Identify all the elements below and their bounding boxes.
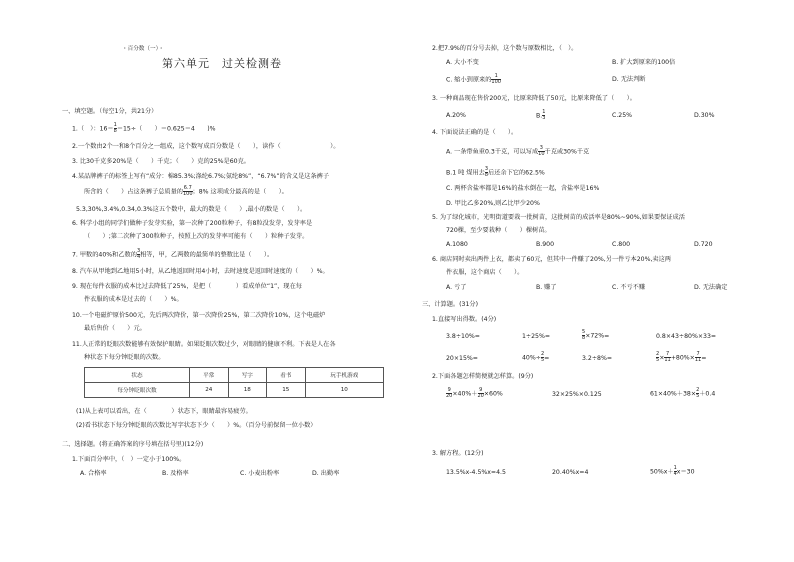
question-6-line2: （ ）;第二次种了300粒种子，按照上次的发芽率可能有（ ）粒种子发芽。 bbox=[84, 233, 309, 240]
calc-item: 3.2÷8%= bbox=[582, 355, 613, 362]
question-9-line1: 9. 现在每件衣服的成本比过去降低了25%，是把（ ）看成单位“1”，现在每 bbox=[72, 283, 302, 290]
table-cell: 15 bbox=[267, 383, 306, 398]
blink-table bbox=[84, 367, 384, 398]
question-8: 8. 汽车从甲地到乙地用5小时，从乙地返回时用4小时，去时速度是返回时速度的（ ）%。 bbox=[72, 268, 329, 275]
choice-1-option-b: B. 及格率 bbox=[162, 470, 189, 477]
choice-4-option-b: B.1 吨 煤用去 $\frac{3}{8}$ 后还余下它的62.5% bbox=[446, 166, 545, 178]
equation-1: 13.5%x-4.5%x=4.5 bbox=[446, 469, 506, 476]
calc-part-3: 3. 解方程。(12分) bbox=[432, 450, 484, 457]
choice-5-option-b: B.900 bbox=[536, 241, 555, 248]
calc-item: $\frac{5}{8}$ ×72%= bbox=[582, 329, 610, 341]
calc-item: 0.8×43÷80%×33= bbox=[656, 333, 717, 340]
question-4-line1: 4.某品牌裤子的标签上写有“成分：棉85.3%;涤纶6.7%;氨纶8%”，“6.7%”的含义是这条裤子 bbox=[72, 173, 330, 180]
choice-3-option-d: D.30% bbox=[694, 112, 715, 119]
question-7: 7. 甲数的40%和乙数的 $\frac{3}{4}$ 相等，甲，乙两数的最简单的整数比是（ ）。 bbox=[72, 248, 274, 260]
unit-tag: ・百分数（一）・ bbox=[122, 46, 164, 52]
choice-2-option-c: C. 缩小到原来的 $\frac{1}{100}$ bbox=[446, 73, 501, 85]
question-1: 1.（ ）：16＝ $\frac{1}{8}$ ＝15÷（ ）＝0.625＝4 )% bbox=[72, 122, 216, 134]
calc-item: 1÷25%= bbox=[522, 333, 551, 340]
calc-part-2: 2.下面各题怎样简便就怎样算。(9分) bbox=[432, 373, 534, 380]
choice-4-option-d: D. 甲比乙多20%,则乙比甲少20% bbox=[446, 200, 540, 207]
choice-6-option-d: D. 无法确定 bbox=[694, 284, 728, 291]
choice-1: 1.下面百分率中，（ ）一定小于100%。 bbox=[72, 456, 186, 463]
choice-5-option-d: D.720 bbox=[694, 241, 713, 248]
question-9-line2: 件衣服的成本是过去的（ ）%。 bbox=[84, 296, 183, 303]
choice-5-line1: 5. 为了绿化城市，光明街道要栽一批树苗，这批树苗的成活率是80%~90%,如果要保证成活 bbox=[432, 214, 685, 221]
choice-1-option-a: A. 合格率 bbox=[80, 470, 107, 477]
calc-item: 3.8÷10%= bbox=[446, 333, 480, 340]
table-header-cell: 平常 bbox=[190, 368, 229, 383]
table-header-row bbox=[85, 368, 384, 383]
table-header-cell: 看书 bbox=[267, 368, 306, 383]
choice-6-option-a: A. 亏了 bbox=[446, 284, 467, 291]
choice-2-option-a: A. 大小不变 bbox=[446, 59, 479, 66]
choice-3-option-c: C.25% bbox=[612, 112, 633, 119]
question-10-line1: 10.一个电磁炉原价500元，先后两次降价，第一次降价25%，第二次降价10%，这个电磁炉 bbox=[72, 312, 326, 319]
choice-6-option-b: B. 赚了 bbox=[536, 284, 557, 291]
choice-6-line1: 6. 商店同时卖出两件上衣，都卖了60元，但其中一件赚了20%,另一件亏本20%,卖这两 bbox=[432, 256, 671, 263]
question-11-sub1: (1)从上表可以看出，在（ ）状态下，眼睛最容易疲劳。 bbox=[76, 408, 252, 415]
calc-item: $\frac{2}{5}$ × $\frac{7}{11}$ +80%× $\frac{7}{11}$ = bbox=[656, 351, 707, 363]
choice-5-option-c: C.800 bbox=[612, 241, 631, 248]
page-title: 第六单元 过关检测卷 bbox=[162, 57, 282, 70]
choice-3: 3. 一种商品现在售价200元，比原来降低了50元，比原来降低了（ ）。 bbox=[432, 95, 636, 102]
question-4-line2: 所含的（ ）占这条裤子总质量的 $\frac{6.7}{100}$ ；8% 这项成分最高的是（ ）。 bbox=[84, 185, 288, 197]
question-10-line2: 最后售价（ ）元。 bbox=[84, 325, 146, 332]
table-cell: 10 bbox=[305, 383, 383, 398]
choice-1-option-c: C. 小麦出粉率 bbox=[240, 470, 280, 477]
choice-6-option-c: C. 不亏不赚 bbox=[612, 284, 646, 291]
choice-3-option-a: A.20% bbox=[446, 112, 466, 119]
table-header-cell: 写字 bbox=[228, 368, 267, 383]
equation-3: 50%x＋ $\frac{1}{4}$ x＝30 bbox=[650, 465, 695, 477]
table-row-label: 每分钟眨眼次数 bbox=[85, 383, 190, 398]
calc-part-1: 1.直接写出得数。(4分) bbox=[432, 316, 497, 323]
table-row bbox=[85, 383, 384, 398]
question-11-line1: 11.人正常的眨眼次数能够有效保护眼睛。如果眨眼次数过少，对眼睛的健康不利。下表是人在各 bbox=[72, 341, 336, 348]
simplify-expr-1: $\frac{9}{20}$ ×40%＋ $\frac{9}{20}$ ×60% bbox=[446, 387, 503, 399]
table-cell: 24 bbox=[190, 383, 229, 398]
table-cell: 18 bbox=[228, 383, 267, 398]
question-11-sub2: (2)看书状态下每分钟眨眼的次数比写字状态下少（ ）%。（百分号前保留一位小数） bbox=[76, 422, 317, 429]
choice-2-option-d: D. 无法判断 bbox=[612, 76, 646, 83]
section-fill-in: 一、填空题。（每空1分，共21分） bbox=[62, 108, 158, 115]
choice-4: 4. 下面说法正确的是（ ）。 bbox=[432, 129, 518, 136]
table-header-cell: 玩手机游戏 bbox=[305, 368, 383, 383]
question-6-line1: 6. 科学小组的同学们做种子发芽实验，第一次种了200粒种子，有8粒没发芽，发芽率是 bbox=[72, 220, 313, 227]
choice-3-option-b: B. $\frac{1}{3}$ bbox=[536, 109, 546, 121]
section-calculation: 三、计算题。(31分) bbox=[422, 301, 479, 308]
simplify-expr-2: 32×25%×0.125 bbox=[552, 391, 602, 398]
choice-2-option-b: B. 扩大到原来的100倍 bbox=[612, 59, 676, 66]
section-choice: 二、选择题。(将正确答案的序号填在括号里)(12分) bbox=[62, 441, 204, 448]
choice-6-line2: 件衣服，这个商店（ ）。 bbox=[446, 269, 524, 276]
equation-2: 20.40%x=4 bbox=[552, 469, 589, 476]
calc-item: 20×15%= bbox=[446, 355, 478, 362]
choice-4-option-a: A. 一条带鱼重0.3千克，可以写成 $\frac{3}{10}$ 千克或30%千克 bbox=[446, 145, 590, 157]
question-2: 2.一个数由2个一和8个百分之一组成，这个数写成百分数是（ ），读作（ ）。 bbox=[72, 143, 340, 150]
choice-2: 2.把7.9%的百分号去掉，这个数与原数相比，（ ）。 bbox=[432, 45, 578, 52]
question-11-line2: 种状态下每分钟眨眼的次数。 bbox=[84, 354, 165, 361]
choice-4-option-c: C. 两杯含盐率都是16%的盐水倒在一起，含盐率是16% bbox=[446, 185, 600, 192]
choice-5-option-a: A.1080 bbox=[446, 241, 468, 248]
choice-5-line2: 720棵，至少要栽种（ ）棵树苗。 bbox=[446, 227, 551, 234]
table-header-cell: 状态 bbox=[85, 368, 190, 383]
simplify-expr-3: 61×40%＋38× $\frac{2}{5}$ ＋0.4 bbox=[650, 387, 716, 399]
question-5: 5.3,30%,3.4%,0.34,0.3%这五个数中，最大的数是（ ）,最小的数是（ ）。 bbox=[76, 206, 307, 213]
question-3: 3. 比30千克多20%是（ ）千克；（ ）克的25%是60克。 bbox=[72, 158, 250, 165]
choice-1-option-d: D. 出勤率 bbox=[312, 470, 340, 477]
calc-item: 40%÷ $\frac{2}{5}$ = bbox=[522, 351, 550, 363]
